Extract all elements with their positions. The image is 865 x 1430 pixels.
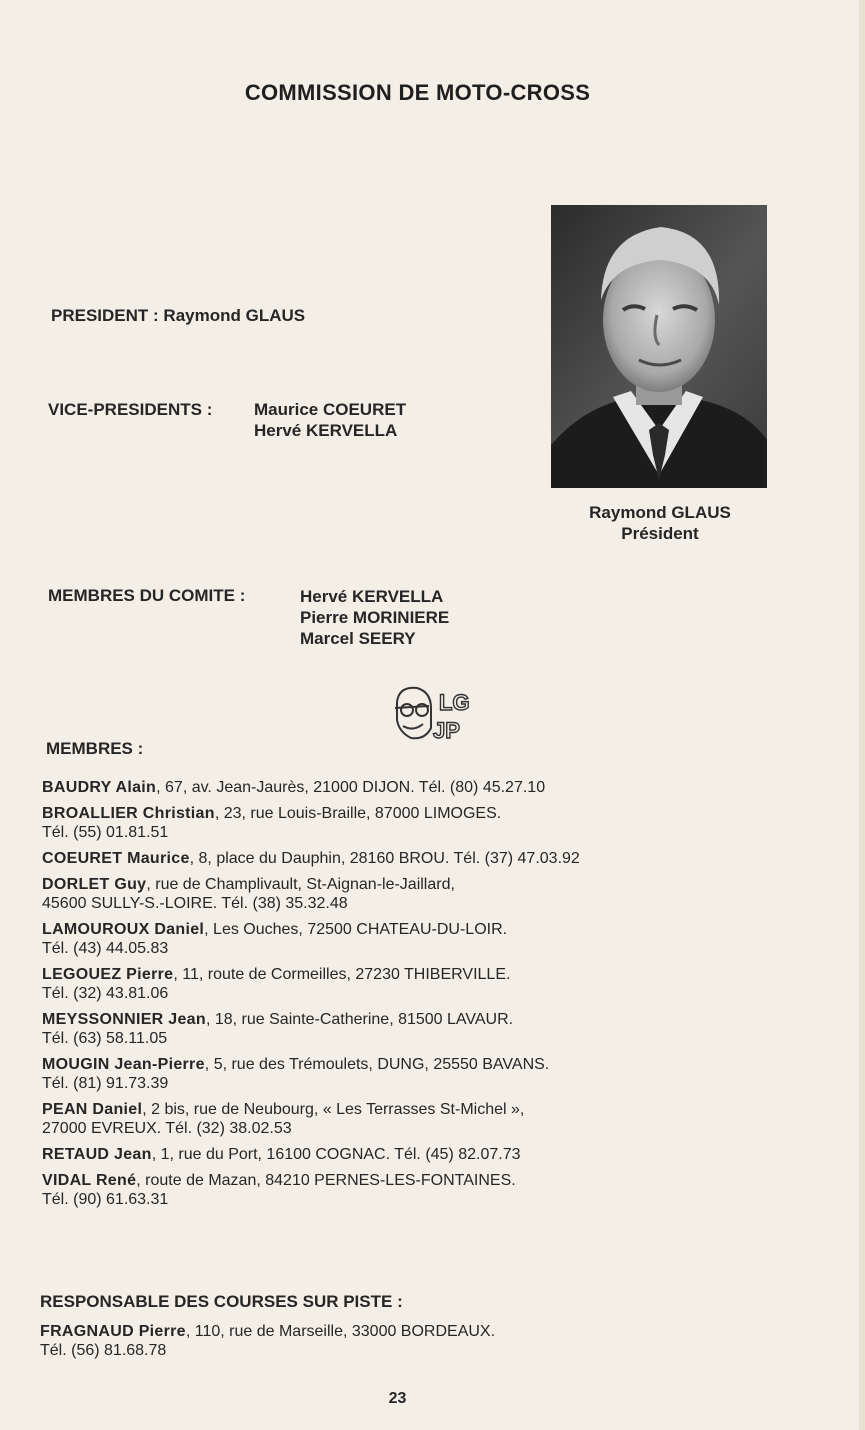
caption-role: Président: [621, 524, 699, 543]
member-name: PEAN Daniel: [42, 1101, 143, 1118]
member-name: COEURET Maurice: [42, 850, 190, 867]
list-item: [42, 1100, 802, 1138]
president-label: PRESIDENT :: [51, 306, 159, 325]
member-address-line2: Tél. (55) 01.81.51: [42, 824, 169, 841]
vice-president-name: Hervé KERVELLA: [254, 421, 398, 440]
logo-text-top: LG: [439, 690, 470, 715]
member-address: , 5, rue des Trémoulets, DUNG, 25550 BAVANS.: [204, 1056, 550, 1073]
member-name: BAUDRY Alain: [42, 779, 157, 796]
member-address-line2: Tél. (63) 58.11.05: [42, 1030, 168, 1047]
comite-label: MEMBRES DU COMITE :: [48, 586, 246, 605]
member-name: LAMOUROUX Daniel: [42, 921, 205, 938]
comite-name: Pierre MORINIERE: [300, 608, 450, 627]
member-address-line2: 45600 SULLY-S.-LOIRE. Tél. (38) 35.32.48: [42, 895, 348, 912]
member-address: , 67, av. Jean-Jaurès, 21000 DIJON. Tél. (80) 45.27.10: [156, 779, 546, 796]
member-address: , 8, place du Dauphin, 28160 BROU. Tél. (37) 47.03.92: [189, 850, 580, 867]
member-name: BROALLIER Christian: [42, 805, 215, 822]
piste-entry: [40, 1322, 800, 1360]
president-block: [51, 305, 305, 326]
logo-text-bottom: JP: [433, 718, 460, 743]
member-address-line2: Tél. (43) 44.05.83: [42, 940, 169, 957]
portrait-image: [551, 205, 767, 488]
list-item: [42, 778, 802, 797]
member-address: , 18, rue Sainte-Catherine, 81500 LAVAUR.: [205, 1011, 514, 1028]
member-name: DORLET Guy: [42, 876, 147, 893]
member-address: , 1, rue du Port, 16100 COGNAC. Tél. (45) 82.07.73: [151, 1146, 521, 1163]
member-name: MEYSSONNIER Jean: [42, 1011, 206, 1028]
piste-address-line2: Tél. (56) 81.68.78: [40, 1342, 167, 1359]
member-name: RETAUD Jean: [42, 1146, 152, 1163]
list-item: [42, 875, 802, 913]
list-item: [42, 1145, 802, 1164]
vice-presidents-label: VICE-PRESIDENTS :: [48, 400, 213, 419]
member-name: MOUGIN Jean-Pierre: [42, 1056, 205, 1073]
page-edge: [859, 0, 865, 1430]
member-address-line2: 27000 EVREUX. Tél. (32) 38.02.53: [42, 1120, 292, 1137]
list-item: [42, 1171, 802, 1209]
list-item: [42, 804, 802, 842]
president-name: Raymond GLAUS: [163, 306, 306, 325]
list-item: [42, 1055, 802, 1093]
comite-name: Hervé KERVELLA: [300, 587, 444, 606]
member-address: , 2 bis, rue de Neubourg, « Les Terrasses St-Michel »,: [142, 1101, 525, 1118]
vice-president-name: Maurice COEURET: [254, 400, 407, 419]
comite-name: Marcel SEERY: [300, 629, 416, 648]
member-address: , Les Ouches, 72500 CHATEAU-DU-LOIR.: [204, 921, 508, 938]
member-name: VIDAL René: [42, 1172, 137, 1189]
piste-address: , 110, rue de Marseille, 33000 BORDEAUX.: [185, 1323, 496, 1340]
member-name: LEGOUEZ Pierre: [42, 966, 174, 983]
lgjp-logo: [389, 682, 479, 744]
list-item: [42, 920, 802, 958]
member-address: , 11, route de Cormeilles, 27230 THIBERVILLE.: [173, 966, 511, 983]
list-item: [42, 849, 802, 868]
president-photo: [551, 205, 767, 488]
member-address: , route de Mazan, 84210 PERNES-LES-FONTAINES.: [136, 1172, 516, 1189]
comite-names: [300, 586, 449, 649]
member-address-line2: Tél. (32) 43.81.06: [42, 985, 169, 1002]
list-item: [42, 1010, 802, 1048]
members-heading: MEMBRES :: [46, 739, 144, 758]
member-address-line2: Tél. (90) 61.63.31: [42, 1191, 169, 1208]
member-address: , rue de Champlivault, St-Aignan-le-Jaillard,: [146, 876, 455, 893]
piste-name: FRAGNAUD Pierre: [40, 1323, 186, 1340]
vice-presidents-names: [254, 399, 406, 441]
photo-caption: [560, 502, 760, 544]
member-address-line2: Tél. (81) 91.73.39: [42, 1075, 169, 1092]
member-address: , 23, rue Louis-Braille, 87000 LIMOGES.: [214, 805, 502, 822]
piste-heading: RESPONSABLE DES COURSES SUR PISTE :: [40, 1292, 403, 1311]
list-item: [42, 965, 802, 1003]
page-number: 23: [388, 1390, 407, 1407]
caption-name: Raymond GLAUS: [589, 503, 731, 522]
members-list: [42, 778, 802, 1216]
page-title: COMMISSION DE MOTO-CROSS: [244, 80, 591, 105]
